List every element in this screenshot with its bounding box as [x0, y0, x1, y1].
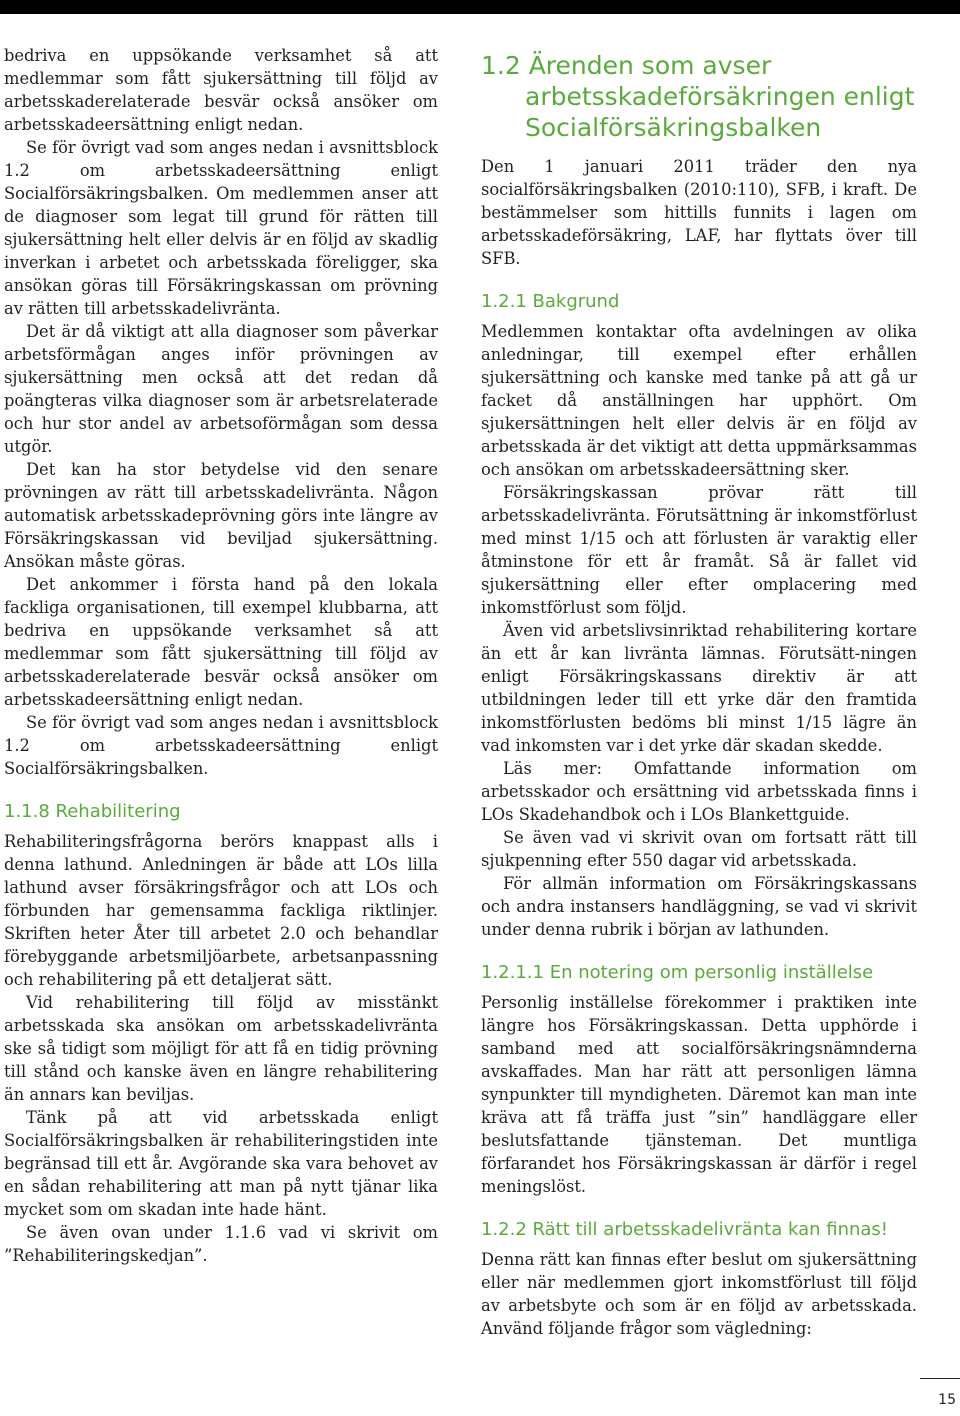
paragraph: Det är då viktigt att alla diagnoser som påverkar arbetsförmågan anges inför prövningen av sjukersättning men också att det redan då poängteras vilka diagnoser som är arbetsrelaterade och hur stor andel av arbetsoförmågan som dessa utgör.	[4, 322, 438, 456]
paragraph: Personlig inställelse förekommer i praktiken inte längre hos Försäkringskassan. Detta upphörde i samband med att socialförsäkringsnämnderna avskaffades. Man har rätt att personligen lämna synpunkter till myndigheten. Däremot kan man inte kräva att få träffa just ”sin” handläggare eller beslutsfattande tjänsteman. Det muntliga förfarandet hos Försäkringskassan är därför i regel meningslöst.	[481, 993, 917, 1196]
paragraph: Se för övrigt vad som anges nedan i avsnittsblock 1.2 om arbetsskadeersättning enligt Socialförsäkringsbalken. Om medlemmen anser att de diagnoser som legat till grund för rätten till sjukersättning helt eller delvis är en följd av skadlig inverkan i arbetet och arbetsskada föreligger, ska ansökan göras till Försäkringskassan om prövning av rätten till arbetsskadelivränta.	[4, 138, 438, 318]
paragraph: Se även vad vi skrivit ovan om fortsatt rätt till sjukpenning efter 550 dagar vid arbetsskada.	[481, 828, 917, 870]
paragraph: Tänk på att vid arbetsskada enligt Socialförsäkringsbalken är rehabiliteringstiden inte begränsad till ett år. Avgörande ska vara behovet av en sådan rehabilitering att man på nytt tjänar lika mycket som om skadan inte hade hänt.	[4, 1108, 438, 1219]
paragraph: Denna rätt kan finnas efter beslut om sjukersättning eller när medlemmen gjort inkomstförlust till följd av arbetsbyte och som är en följd av arbetsskada. Använd följande frågor som vägledning:	[481, 1250, 917, 1338]
top-black-bar	[0, 0, 960, 14]
paragraph: Vid rehabilitering till följd av misstänkt arbetsskada ska ansökan om arbetsskadelivränta ske så tidigt som möjligt för att få en tidig prövning till stånd och kanske även en längre rehabilitering än annars kan beviljas.	[4, 993, 438, 1104]
section-heading-ratt-till-livranta: 1.2.2 Rätt till arbetsskadelivränta kan finnas!	[481, 1219, 889, 1240]
right-column	[481, 44, 917, 1340]
footer-rule	[920, 1378, 960, 1379]
paragraph: Läs mer: Omfattande information om arbetsskador och ersättning vid arbetsskada finns i LOs Skadehandbok och i LOs Blankettguide.	[481, 759, 917, 824]
paragraph: Den 1 januari 2011 träder den nya socialförsäkringsbalken (2010:110), SFB, i kraft. De bestämmelser som hittills funnits i lagen om arbetsskadeförsäkring, LAF, har flyttats över till SFB.	[481, 157, 917, 268]
paragraph: Det ankommer i första hand på den lokala fackliga organisationen, till exempel klubbarna, att bedriva en uppsökande verksamhet så att medlemmar som fått sjukersättning till följd av arbetsskaderelaterade besvär också ansöker om arbetsskadeersättning enligt nedan.	[4, 575, 438, 709]
paragraph: För allmän information om Försäkringskassans och andra instansers handläggning, se vad vi skrivit under denna rubrik i början av lathunden.	[481, 874, 917, 939]
paragraph: Även vid arbetslivsinriktad rehabilitering kortare än ett år kan livränta lämnas. Förutsätt-ningen enligt Försäkringskassans direktiv är att utbildningen leder till ett yrke där den framtida inkomstförlusten bedöms bli minst 1/15 lägre än vad inkomsten var i det yrke där skadan skedde.	[481, 621, 917, 755]
paragraph: Det kan ha stor betydelse vid den senare prövningen av rätt till arbetsskadelivränta. Någon automatisk arbetsskadeprövning görs inte längre av Försäkringskassan vid beviljad sjukersättning. Ansökan måste göras.	[4, 460, 438, 571]
chapter-heading: 1.2 Ärenden som avser arbetsskadeförsäkringen enligt Socialförsäkringsbalken	[481, 51, 915, 142]
paragraph: Medlemmen kontaktar ofta avdelningen av olika anledningar, till exempel efter erhållen sjukersättning och kanske med tanke på att gå ur facket då anställningen har upphört. Om sjukersättningen helt eller delvis är en följd av arbetsskada är det viktigt att detta uppmärksammas och ansökan om arbetsskadeersättning sker.	[481, 322, 917, 479]
paragraph: Se för övrigt vad som anges nedan i avsnittsblock 1.2 om arbetsskadeersättning enligt Socialförsäkringsbalken.	[4, 713, 438, 778]
section-heading-bakgrund: 1.2.1 Bakgrund	[481, 291, 620, 312]
paragraph: Rehabiliteringsfrågorna berörs knappast alls i denna lathund. Anledningen är både att LOs lilla lathund avser försäkringsfrågor och att LOs och förbunden har gemensamma fackliga riktlinjer. Skriften heter Åter till arbetet 2.0 och behandlar förebyggande arbetsmiljöarbete, arbetsanpassning och rehabilitering på ett detaljerat sätt.	[4, 832, 438, 989]
page-number: 15	[938, 1392, 956, 1408]
left-column	[4, 44, 438, 1267]
paragraph: bedriva en uppsökande verksamhet så att medlemmar som fått sjukersättning till följd av arbetsskaderelaterade besvär också ansöker om arbetsskadeersättning enligt nedan.	[4, 46, 438, 134]
section-heading-rehabilitering: 1.1.8 Rehabilitering	[4, 801, 181, 822]
section-heading-notering: 1.2.1.1 En notering om personlig inställelse	[481, 962, 874, 983]
paragraph: Se även ovan under 1.1.6 vad vi skrivit om ”Rehabiliteringskedjan”.	[4, 1223, 438, 1265]
paragraph: Försäkringskassan prövar rätt till arbetsskadelivränta. Förutsättning är inkomstförlust med minst 1/15 och att förlusten är varaktig eller åtminstone för ett år framåt. Så är fallet vid sjukersättning eller efter omplacering med inkomstförlust som följd.	[481, 483, 917, 617]
